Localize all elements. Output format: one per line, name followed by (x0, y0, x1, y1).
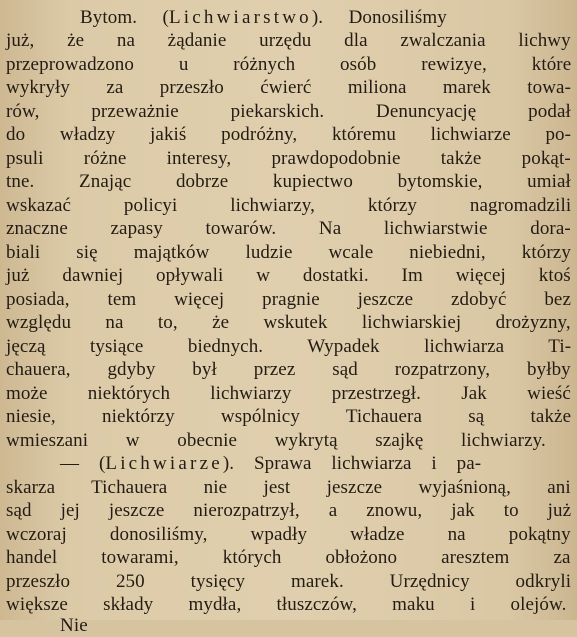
article-line: rów, przeważnie piekarskich. Denuncyację podał (6, 101, 571, 122)
article-line: przeszło 250 tysięcy marek. Urzędnicy odkryli (6, 571, 572, 592)
article-line: już dawniej opływali w dostatki. Im więcej ktoś (6, 265, 571, 286)
article-heading-lichwiarstwo: Lichwiarstwo (168, 7, 312, 28)
article-line: wmieszani w obecnie wykrytą szajkę lichwiarzy. (6, 430, 546, 451)
article-line: już, że na żądanie urzędu dla zwalczania lichwy (6, 30, 571, 51)
article-line: może niektórych lichwiarzy przestrzegł. Jak wieść (6, 383, 571, 404)
article-line (80, 7, 447, 29)
article-line: znaczne zapasy towarów. Na lichwiarstwie dora- (6, 218, 571, 239)
article-line: sąd jej jeszcze nierozpatrzył, a znowu, jak to już (6, 500, 572, 521)
article-line: wykryły za przeszło ćwierć miliona marek towa- (6, 77, 571, 98)
article-line: biali się majątków ludzie wcale niebiedni, którzy (6, 242, 571, 263)
article-line: przeprowadzono u różnych osób rewizye, które (6, 54, 572, 75)
second-item-lead: — ( (60, 453, 106, 474)
article-line: tne. Znając dobrze kupiectwo bytomskie, umiał (6, 171, 571, 192)
article-line (60, 453, 481, 475)
article-line: chauera, gdyby był przez sąd rozpatrzony, byłby (6, 359, 571, 380)
article-line: posiada, tem więcej pragnie jeszcze zdobyć bez (6, 289, 572, 310)
article-line: względu na to, że wskutek lichwiarskiej drożyzny, (6, 312, 571, 333)
article-line: do władzy jakiś podróżny, któremu lichwiarze po- (6, 124, 572, 145)
article-line: niesie, niektórzy wspólnicy Tichauera są także (6, 406, 572, 427)
second-item-rest: ). Sprawa lichwiarza i pa- (222, 453, 482, 474)
article-heading-lichwiarze: Lichwiarze (105, 453, 223, 474)
article-line: handel towarami, których obłożono aresztem za (6, 547, 571, 568)
article-line: psuli różne interesy, prawdopodobnie także pokąt- (6, 148, 571, 169)
article-line: wskazać policyi lichwiarzy, którzy nagromadzili (6, 195, 572, 216)
article-line: skarza Tichauera nie jest jeszcze wyjaśnioną, ani (6, 477, 571, 498)
dateline-rest: ). Donosiliśmy (311, 7, 447, 28)
article-line: większe składy mydła, tłuszczów, maku i olejów. (6, 594, 567, 615)
article-line: jęczą tysiące biednych. Wypadek lichwiarza Ti- (6, 336, 572, 357)
article-line: Nie (60, 615, 88, 636)
article-line: wczoraj donosiliśmy, wpadły władze na pokątny (6, 524, 571, 545)
dateline-lead: Bytom. ( (80, 7, 169, 28)
